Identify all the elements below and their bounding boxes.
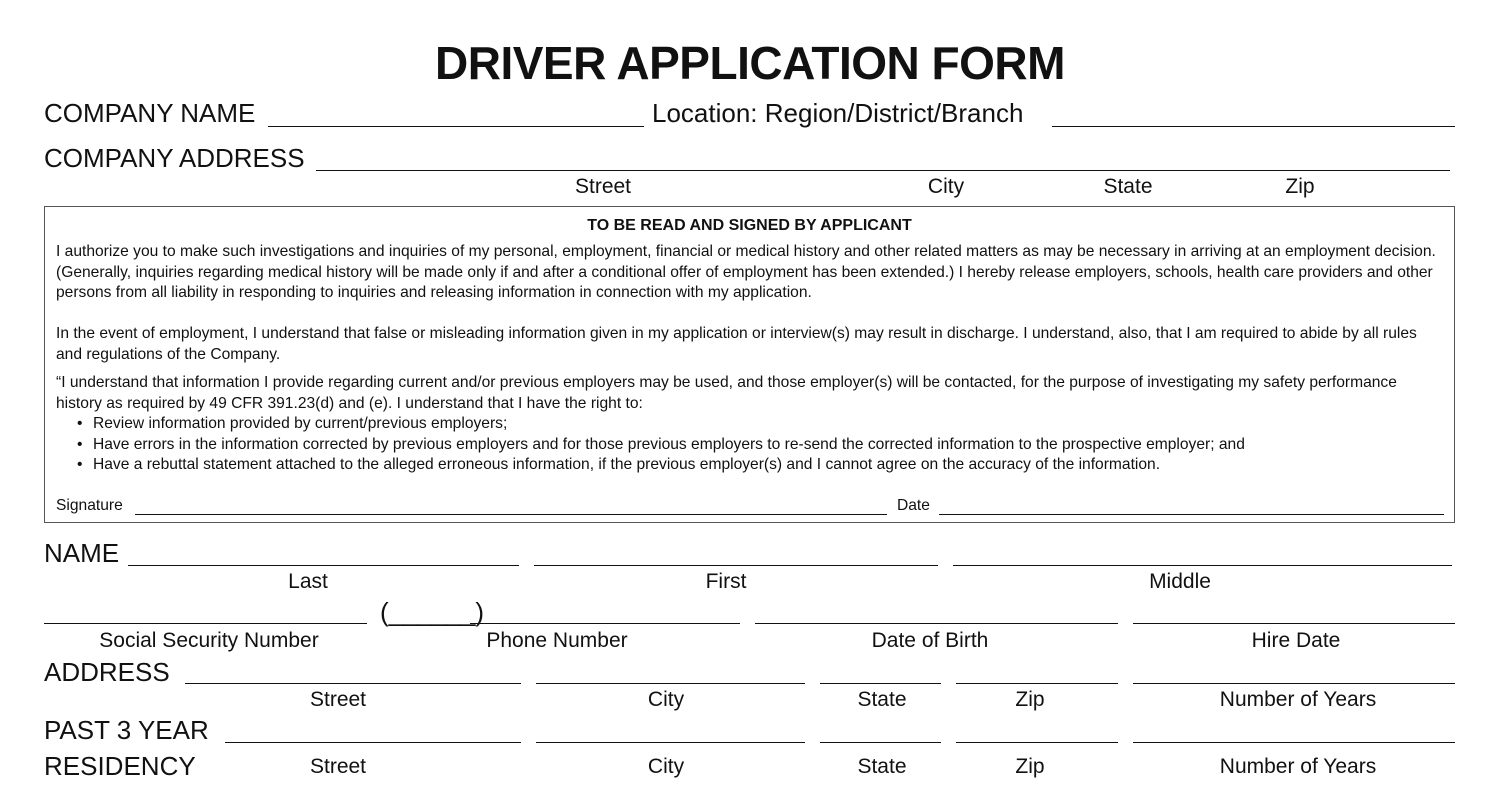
rights-list-item <box>75 455 1435 476</box>
rights-list-item <box>75 414 1435 435</box>
past-residency-label-line1: PAST 3 YEAR <box>44 715 209 745</box>
ssn-caption: Social Security Number <box>99 629 319 652</box>
company-name-label: COMPANY NAME <box>44 98 256 128</box>
first-name-caption: First <box>705 570 747 593</box>
company-name-field[interactable] <box>268 99 644 127</box>
address-state-caption: State <box>857 688 907 711</box>
past-street-caption: Street <box>309 755 367 778</box>
past-city-field[interactable] <box>536 715 805 743</box>
address-label: ADDRESS <box>44 657 170 687</box>
form-title: DRIVER APPLICATION FORM <box>435 37 1065 89</box>
address-zip-caption: Zip <box>1015 688 1045 711</box>
hire-date-caption: Hire Date <box>1251 629 1341 652</box>
bullet: • <box>77 435 83 453</box>
date-label: Date <box>897 497 930 514</box>
address-years-caption: Number of Years <box>1219 688 1377 711</box>
address-street-field[interactable] <box>185 656 521 684</box>
last-name-field[interactable] <box>128 538 519 566</box>
past-years-field[interactable] <box>1133 715 1455 743</box>
address-city-caption: City <box>647 688 685 711</box>
name-label: NAME <box>44 538 120 568</box>
past-city-caption: City <box>647 755 685 778</box>
past-zip-field[interactable] <box>956 715 1118 743</box>
middle-name-caption: Middle <box>1149 570 1211 593</box>
applicant-agreement-box <box>44 206 1455 523</box>
signature-date-field[interactable] <box>939 495 1444 515</box>
rights-item-text: Have a rebuttal statement attached to the alleged erroneous information, if the previous employer(s) and I cannot agree on the accuracy of the information. <box>93 456 1161 473</box>
past-street-field[interactable] <box>225 715 521 743</box>
address-city-field[interactable] <box>536 656 805 684</box>
signature-label: Signature <box>56 497 123 514</box>
area-code-parens: (______) <box>380 597 485 627</box>
phone-number-field[interactable] <box>470 596 740 624</box>
signature-field[interactable] <box>135 495 887 515</box>
agreement-paragraph-employment: In the event of employment, I understand that false or misleading information given in my application or interview(s) may result in discharge. I understand, also, that I am required to abide by all rules and regulations of the Company. <box>56 325 1417 363</box>
ssn-field[interactable] <box>44 596 367 624</box>
last-name-caption: Last <box>288 570 328 593</box>
phone-caption: Phone Number <box>486 629 628 652</box>
date-of-birth-field[interactable] <box>755 596 1118 624</box>
address-street-caption: Street <box>309 688 367 711</box>
rights-item-text: Review information provided by current/previous employers; <box>93 415 508 432</box>
dob-caption: Date of Birth <box>871 629 989 652</box>
company-street-caption: Street <box>574 175 632 198</box>
past-state-field[interactable] <box>820 715 941 743</box>
address-state-field[interactable] <box>820 656 941 684</box>
past-state-caption: State <box>857 755 907 778</box>
bullet: • <box>77 415 83 432</box>
company-state-caption: State <box>1103 175 1153 198</box>
rights-list <box>75 414 1435 476</box>
location-label: Location: Region/District/Branch <box>652 98 1024 128</box>
company-address-field[interactable] <box>316 143 1450 171</box>
location-field[interactable] <box>1052 99 1455 127</box>
middle-name-field[interactable] <box>953 538 1452 566</box>
company-zip-caption: Zip <box>1285 175 1315 198</box>
past-residency-label-line2: RESIDENCY <box>44 751 196 781</box>
hire-date-field[interactable] <box>1133 596 1455 624</box>
agreement-paragraph-authorization: I authorize you to make such investigations and inquiries of my personal, employment, financial or medical history and other related matters as may be necessary in arriving at an employment decision. (Generally, inquiries regarding medical history will be made only if and after a conditional offer of employment has been extended.) I hereby release employers, schools, health care providers and other persons from all liability in responding to inquiries and releasing information in connection with my application. <box>56 243 1436 301</box>
agreement-heading: TO BE READ AND SIGNED BY APPLICANT <box>587 217 912 234</box>
first-name-field[interactable] <box>534 538 938 566</box>
address-zip-field[interactable] <box>956 656 1118 684</box>
company-city-caption: City <box>927 175 965 198</box>
rights-item-text: Have errors in the information corrected by previous employers and for those previous employers to re-send the corrected information to the prospective employer; and <box>93 435 1245 453</box>
address-years-field[interactable] <box>1133 656 1455 684</box>
rights-list-item <box>75 435 1435 456</box>
company-address-label: COMPANY ADDRESS <box>44 143 305 173</box>
past-zip-caption: Zip <box>1015 755 1045 778</box>
agreement-paragraph-safety: “I understand that information I provide regarding current and/or previous employers may be used, and those employer(s) will be contacted, for the purpose of investigating my safety performance history as required by 49 CFR 391.23(d) and (e). I understand that I have the right to: <box>56 374 1397 412</box>
bullet: • <box>77 456 83 473</box>
past-years-caption: Number of Years <box>1219 755 1377 778</box>
